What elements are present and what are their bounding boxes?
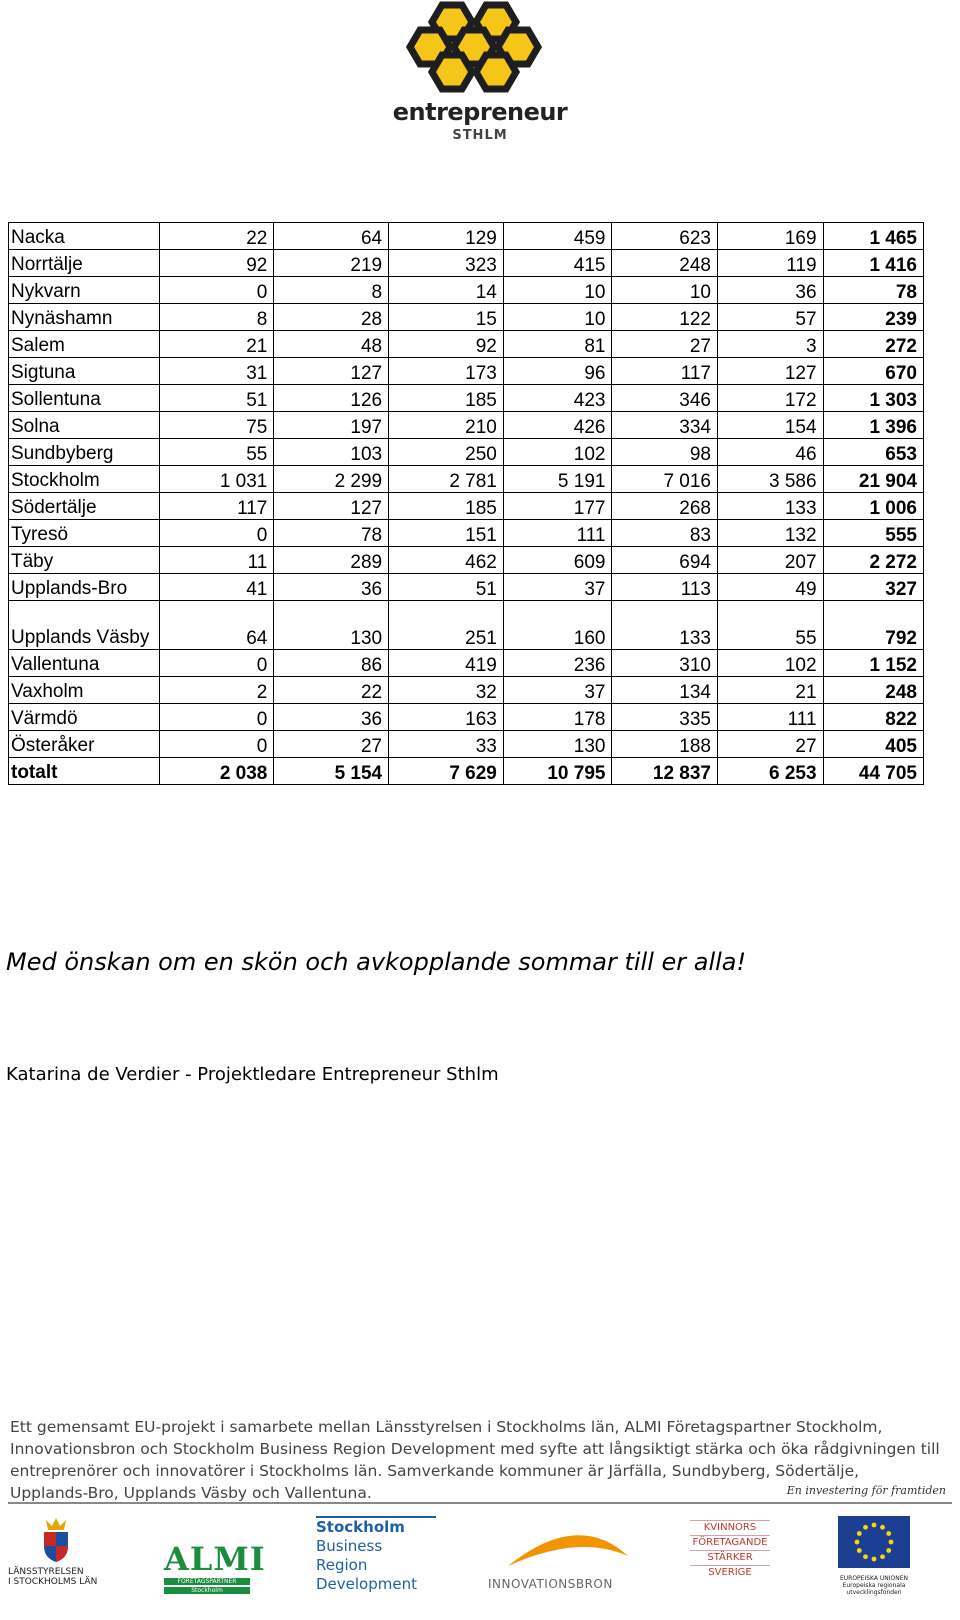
row-total-cell: 248	[823, 677, 923, 704]
row-total-cell: 239	[823, 304, 923, 331]
row-total-cell: 1 465	[823, 223, 923, 250]
table-row	[9, 385, 924, 412]
value-cell: 0	[159, 704, 274, 731]
municipality-name: Vallentuna	[9, 650, 160, 677]
kf-line-1: KVINNORS	[690, 1520, 770, 1535]
value-cell: 251	[389, 601, 504, 650]
value-cell: 310	[612, 650, 718, 677]
value-cell: 423	[503, 385, 612, 412]
value-cell: 419	[389, 650, 504, 677]
value-cell: 102	[503, 439, 612, 466]
logo-wordmark: entrepreneur	[392, 98, 568, 126]
entrepreneur-logo	[380, 0, 580, 150]
municipality-name: Vaxholm	[9, 677, 160, 704]
value-cell: 3	[718, 331, 824, 358]
logo-subtitle: STHLM	[452, 128, 508, 143]
value-cell: 10 795	[503, 758, 612, 785]
municipality-name: Nacka	[9, 223, 160, 250]
value-cell: 81	[503, 331, 612, 358]
municipality-name: Österåker	[9, 731, 160, 758]
value-cell: 102	[718, 650, 824, 677]
value-cell: 37	[503, 677, 612, 704]
value-cell: 8	[159, 304, 274, 331]
value-cell: 48	[274, 331, 389, 358]
value-cell: 10	[503, 277, 612, 304]
value-cell: 129	[389, 223, 504, 250]
row-total-cell: 1 396	[823, 412, 923, 439]
value-cell: 27	[612, 331, 718, 358]
municipality-name: Nynäshamn	[9, 304, 160, 331]
value-cell: 3 586	[718, 466, 824, 493]
row-total-cell: 1 416	[823, 250, 923, 277]
value-cell: 126	[274, 385, 389, 412]
eu-line-2: Europeiska regionala	[842, 1582, 906, 1589]
value-cell: 459	[503, 223, 612, 250]
value-cell: 10	[503, 304, 612, 331]
value-cell: 78	[274, 520, 389, 547]
value-cell: 248	[612, 250, 718, 277]
row-total-cell: 44 705	[823, 758, 923, 785]
municipality-name: Solna	[9, 412, 160, 439]
value-cell: 173	[389, 358, 504, 385]
table-row	[9, 304, 924, 331]
value-cell: 133	[718, 493, 824, 520]
value-cell: 28	[274, 304, 389, 331]
row-total-cell: 327	[823, 574, 923, 601]
bridge-arc-icon	[488, 1516, 632, 1572]
value-cell: 127	[274, 358, 389, 385]
value-cell: 46	[718, 439, 824, 466]
statistics-table	[8, 222, 924, 785]
signature-text: Katarina de Verdier - Projektledare Entrepreneur Sthlm	[6, 1064, 499, 1085]
municipality-name: Stockholm	[9, 466, 160, 493]
value-cell: 130	[274, 601, 389, 650]
sbrd-line-2: Business Region	[316, 1537, 383, 1574]
table-row	[9, 520, 924, 547]
row-total-cell: 792	[823, 601, 923, 650]
eu-star	[889, 1540, 894, 1545]
eu-star	[880, 1525, 885, 1530]
eu-star	[880, 1554, 885, 1559]
lansstyrelsen-logo	[8, 1516, 104, 1596]
eu-line-1: EUROPEISKA UNIONEN	[839, 1575, 909, 1582]
value-cell: 2 299	[274, 466, 389, 493]
value-cell: 64	[159, 601, 274, 650]
value-cell: 83	[612, 520, 718, 547]
eu-star	[855, 1540, 860, 1545]
value-cell: 117	[159, 493, 274, 520]
value-cell: 92	[159, 250, 274, 277]
value-cell: 335	[612, 704, 718, 731]
value-cell: 426	[503, 412, 612, 439]
value-cell: 0	[159, 520, 274, 547]
value-cell: 111	[503, 520, 612, 547]
row-total-cell: 2 272	[823, 547, 923, 574]
table-body	[9, 223, 924, 785]
innovationsbron-name: INNOVATIONSBRON	[488, 1577, 613, 1591]
sbrd-line-1: Stockholm	[316, 1518, 405, 1536]
value-cell: 160	[503, 601, 612, 650]
row-total-cell: 78	[823, 277, 923, 304]
municipality-name: Sigtuna	[9, 358, 160, 385]
value-cell: 6 253	[718, 758, 824, 785]
eu-star	[863, 1554, 868, 1559]
crown-shield-icon	[8, 1516, 104, 1562]
value-cell: 37	[503, 574, 612, 601]
table-row	[9, 601, 924, 650]
value-cell: 55	[159, 439, 274, 466]
eu-star	[872, 1523, 877, 1528]
value-cell: 41	[159, 574, 274, 601]
value-cell: 2 781	[389, 466, 504, 493]
row-total-cell: 822	[823, 704, 923, 731]
table-row	[9, 439, 924, 466]
table-row	[9, 574, 924, 601]
lansstyrelsen-line-2: I STOCKHOLMS LÄN	[8, 1577, 98, 1587]
value-cell: 169	[718, 223, 824, 250]
value-cell: 22	[159, 223, 274, 250]
table-row	[9, 412, 924, 439]
municipality-name: Salem	[9, 331, 160, 358]
table-row	[9, 547, 924, 574]
innovationsbron-logo	[488, 1516, 632, 1596]
municipality-name: Täby	[9, 547, 160, 574]
municipality-name: Sundbyberg	[9, 439, 160, 466]
value-cell: 185	[389, 493, 504, 520]
value-cell: 7 629	[389, 758, 504, 785]
value-cell: 132	[718, 520, 824, 547]
row-total-cell: 1 303	[823, 385, 923, 412]
municipality-name: Upplands-Bro	[9, 574, 160, 601]
value-cell: 346	[612, 385, 718, 412]
value-cell: 178	[503, 704, 612, 731]
value-cell: 185	[389, 385, 504, 412]
value-cell: 113	[612, 574, 718, 601]
municipality-name: Norrtälje	[9, 250, 160, 277]
lansstyrelsen-line-1: LÄNSSTYRELSEN	[8, 1567, 84, 1577]
value-cell: 15	[389, 304, 504, 331]
kvinnors-foretagande-logo	[690, 1520, 770, 1600]
value-cell: 323	[389, 250, 504, 277]
investment-slogan: En investering för framtiden	[786, 1484, 946, 1497]
value-cell: 14	[389, 277, 504, 304]
value-cell: 0	[159, 277, 274, 304]
value-cell: 163	[389, 704, 504, 731]
municipality-name: Nykvarn	[9, 277, 160, 304]
value-cell: 289	[274, 547, 389, 574]
value-cell: 117	[612, 358, 718, 385]
almi-name: ALMI	[164, 1540, 266, 1578]
value-cell: 32	[389, 677, 504, 704]
table-row	[9, 331, 924, 358]
value-cell: 12 837	[612, 758, 718, 785]
row-total-cell: 405	[823, 731, 923, 758]
value-cell: 36	[274, 704, 389, 731]
eu-flag-icon	[836, 1516, 912, 1570]
value-cell: 5 191	[503, 466, 612, 493]
value-cell: 21	[718, 677, 824, 704]
value-cell: 33	[389, 731, 504, 758]
footer-description: Ett gemensamt EU-projekt i samarbete mellan Länsstyrelsen i Stockholms län, ALMI Företagspartner Stockholm, Innovationsbron och Stockholm Business Region Development med syfte att långsiktigt stärka och öka rådgivningen till entreprenörer och innovatörer i Stockholms län. Samverkande kommuner är Järfälla, Sundbyberg, Södertälje, Upplands-Bro, Upplands Väsby och Vallentuna.	[10, 1418, 940, 1502]
value-cell: 27	[718, 731, 824, 758]
value-cell: 64	[274, 223, 389, 250]
almi-logo	[164, 1540, 266, 1620]
table-row	[9, 223, 924, 250]
value-cell: 49	[718, 574, 824, 601]
greeting-text: Med önskan om en skön och avkopplande sommar till er alla!	[6, 948, 747, 976]
eu-star	[886, 1531, 891, 1536]
value-cell: 31	[159, 358, 274, 385]
table-row	[9, 731, 924, 758]
value-cell: 172	[718, 385, 824, 412]
value-cell: 334	[612, 412, 718, 439]
value-cell: 75	[159, 412, 274, 439]
value-cell: 236	[503, 650, 612, 677]
value-cell: 127	[718, 358, 824, 385]
municipality-name: Upplands Väsby	[9, 601, 160, 650]
value-cell: 96	[503, 358, 612, 385]
value-cell: 51	[389, 574, 504, 601]
value-cell: 5 154	[274, 758, 389, 785]
municipality-name: totalt	[9, 758, 160, 785]
value-cell: 1 031	[159, 466, 274, 493]
value-cell: 0	[159, 731, 274, 758]
value-cell: 55	[718, 601, 824, 650]
value-cell: 207	[718, 547, 824, 574]
value-cell: 103	[274, 439, 389, 466]
eu-star	[886, 1548, 891, 1553]
row-total-cell: 21 904	[823, 466, 923, 493]
kf-line-3: STÄRKER	[690, 1550, 770, 1565]
value-cell: 134	[612, 677, 718, 704]
value-cell: 127	[274, 493, 389, 520]
value-cell: 51	[159, 385, 274, 412]
table-row	[9, 704, 924, 731]
eu-line-3: utvecklingsfonden	[846, 1589, 902, 1596]
eu-star	[857, 1548, 862, 1553]
value-cell: 92	[389, 331, 504, 358]
value-cell: 462	[389, 547, 504, 574]
value-cell: 130	[503, 731, 612, 758]
value-cell: 268	[612, 493, 718, 520]
kf-line-4: SVERIGE	[690, 1565, 770, 1580]
table-row	[9, 677, 924, 704]
value-cell: 2	[159, 677, 274, 704]
value-cell: 57	[718, 304, 824, 331]
kf-line-2: FÖRETAGANDE	[690, 1535, 770, 1550]
value-cell: 86	[274, 650, 389, 677]
value-cell: 36	[718, 277, 824, 304]
value-cell: 609	[503, 547, 612, 574]
almi-city: Stockholm	[164, 1587, 250, 1594]
value-cell: 27	[274, 731, 389, 758]
value-cell: 36	[274, 574, 389, 601]
value-cell: 119	[718, 250, 824, 277]
value-cell: 694	[612, 547, 718, 574]
row-total-cell: 272	[823, 331, 923, 358]
almi-subtitle: FÖRETAGSPARTNER	[164, 1578, 250, 1585]
sbrd-line-3: Development	[316, 1575, 417, 1593]
municipality-name: Värmdö	[9, 704, 160, 731]
footer-divider	[8, 1502, 952, 1504]
value-cell: 2 038	[159, 758, 274, 785]
table-row	[9, 277, 924, 304]
value-cell: 122	[612, 304, 718, 331]
table-row	[9, 650, 924, 677]
value-cell: 98	[612, 439, 718, 466]
row-total-cell: 1 006	[823, 493, 923, 520]
value-cell: 7 016	[612, 466, 718, 493]
row-total-cell: 555	[823, 520, 923, 547]
table-row	[9, 358, 924, 385]
table-row	[9, 250, 924, 277]
value-cell: 188	[612, 731, 718, 758]
value-cell: 151	[389, 520, 504, 547]
value-cell: 8	[274, 277, 389, 304]
value-cell: 10	[612, 277, 718, 304]
honeycomb-icon	[380, 0, 580, 100]
municipality-name: Sollentuna	[9, 385, 160, 412]
value-cell: 219	[274, 250, 389, 277]
eu-star	[857, 1531, 862, 1536]
value-cell: 197	[274, 412, 389, 439]
sbrd-logo	[316, 1516, 436, 1596]
row-total-cell: 653	[823, 439, 923, 466]
municipality-name: Södertälje	[9, 493, 160, 520]
table-row	[9, 466, 924, 493]
value-cell: 177	[503, 493, 612, 520]
row-total-cell: 1 152	[823, 650, 923, 677]
value-cell: 21	[159, 331, 274, 358]
value-cell: 415	[503, 250, 612, 277]
value-cell: 210	[389, 412, 504, 439]
value-cell: 111	[718, 704, 824, 731]
value-cell: 11	[159, 547, 274, 574]
municipality-name: Tyresö	[9, 520, 160, 547]
value-cell: 0	[159, 650, 274, 677]
eu-star	[863, 1525, 868, 1530]
value-cell: 22	[274, 677, 389, 704]
totals-row	[9, 758, 924, 785]
value-cell: 154	[718, 412, 824, 439]
value-cell: 250	[389, 439, 504, 466]
value-cell: 133	[612, 601, 718, 650]
table-row	[9, 493, 924, 520]
row-total-cell: 670	[823, 358, 923, 385]
eu-star	[872, 1557, 877, 1562]
eu-logo	[836, 1516, 912, 1596]
value-cell: 623	[612, 223, 718, 250]
